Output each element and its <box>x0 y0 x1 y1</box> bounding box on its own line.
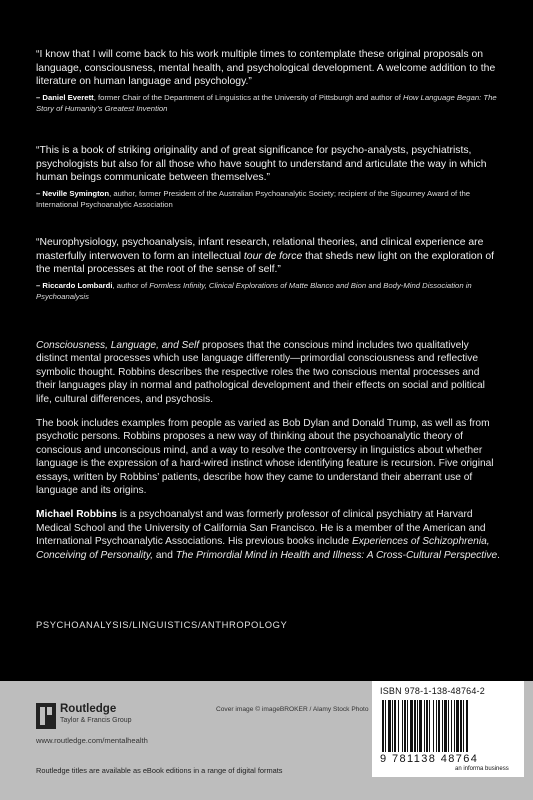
barcode-bar <box>460 700 462 752</box>
description-paragraph-1 <box>36 339 502 406</box>
barcode-bar <box>398 700 399 752</box>
book-description <box>36 339 502 562</box>
endorsement-text-part: “Neurophysiology, psychoanalysis, infant research, relational theories, and clinical experience are masterfully interwoven to form an intellectual <box>36 237 484 262</box>
publisher-name: Routledge <box>60 703 117 715</box>
publisher-url[interactable]: www.routledge.com/mentalhealth <box>36 736 148 745</box>
ebook-note: Routledge titles are available as eBook editions in a range of digital formats <box>36 766 283 775</box>
endorsement-text <box>36 236 502 277</box>
endorsement-text-part: that sheds new light on the exploration of the mental processes at the root of the sense of self.” <box>36 250 495 276</box>
isbn-text: ISBN 978-1-138-48764-2 <box>380 686 485 696</box>
barcode-bar <box>448 700 449 752</box>
endorser-name: – Riccardo Lombardi <box>36 280 113 290</box>
endorsement-attribution <box>36 92 502 114</box>
barcode-bar <box>429 700 430 752</box>
barcode-bar <box>442 700 443 752</box>
barcode-icon <box>380 700 510 752</box>
endorser-work: How Language Began: The Story of Humanity’s Greatest Invention <box>36 92 497 113</box>
endorsement-attribution <box>36 188 502 210</box>
endorser-role: and <box>366 280 384 290</box>
publisher-group: Taylor & Francis Group <box>60 717 132 724</box>
barcode-bar <box>392 700 393 752</box>
barcode-digits: 9 781138 48764 <box>380 753 479 765</box>
description-text: proposes that the conscious mind includes two qualitatively distinct mental processes which use language differently—primordial consciousness and reflective symbolic thought. Robbins describes the respective roles the two conscious mental processes and their languages play in normal and pathological development and their effects on social and political life, cultural differences, and psychosis. <box>36 340 485 405</box>
endorsement-everett <box>36 48 502 114</box>
author-bio <box>36 508 502 562</box>
barcode-bar <box>436 700 437 752</box>
barcode-bar <box>466 700 468 752</box>
barcode-bar <box>433 700 434 752</box>
endorsement-attribution <box>36 280 502 302</box>
bio-text: and <box>153 549 176 561</box>
barcode-bar <box>426 700 428 752</box>
endorsement-text: “I know that I will come back to his work multiple times to contemplate these original proposals on language, consciousness, mental health, and psychological development. A welcome addition to the literature on human language and psychology.” <box>36 49 496 88</box>
previous-book: The Primordial Mind in Health and Illness: A Cross-Cultural Perspective <box>175 549 498 561</box>
endorsement-symington <box>36 144 502 210</box>
barcode-bar <box>424 700 425 752</box>
endorsement-text: “This is a book of striking originality and of great significance for psycho-analysts, psychiatrists, psychologists but also for all those who have sought to understand and articulate the way in which human beings communicate between themselves.” <box>36 145 487 184</box>
bio-text: is a psychoanalyst and was formerly professor of clinical psychiatry at Harvard Medical School and the University of California San Francisco. He is a member of the American and International Psychoanalytic Associations. His previous books include <box>36 509 486 548</box>
barcode-bar <box>444 700 447 752</box>
previous-books: Experiences of Schizophrenia, Conceiving of Personality, <box>36 536 490 561</box>
bio-text: . <box>497 549 500 561</box>
endorsement-text-emphasis: tour de force <box>243 250 303 262</box>
barcode-bar <box>419 700 422 752</box>
description-paragraph-2: The book includes examples from people as varied as Bob Dylan and Donald Trump, as well as from psychotic persons. Robbins proposes a new way of thinking about the psychoanalytic theory of conscious and unconscious mind, and a way to resolve the controversy in linguistics about whether language is the expression of a hard-wired instinct whose identifying feature is recursion. Five original essays, written by Robbins’ patients, describe how they came to understand their aberrant use of language and its origins. <box>36 418 494 497</box>
endorser-role: , former Chair of the Department of Linguistics at the University of Pittsburgh and author of <box>93 92 404 102</box>
barcode-bar <box>454 700 455 752</box>
endorser-name: – Neville Symington <box>36 188 110 198</box>
barcode-bar <box>385 700 386 752</box>
endorsement-lombardi <box>36 236 502 302</box>
endorser-work: Formless Infinity, Clinical Explorations of Matte Blanco and Bion <box>149 280 367 290</box>
barcode-bar <box>388 700 391 752</box>
barcode-bar <box>404 700 406 752</box>
endorser-role: , author of <box>112 280 150 290</box>
cover-image-credit: Cover image © imageBROKER / Alamy Stock Photo <box>216 706 369 713</box>
barcode-bar <box>417 700 418 752</box>
endorser-role: , author, former President of the Australian Psychoanalytic Society; recipient of the Sigourney Award of the International Psychoanalytic Association <box>36 188 471 209</box>
barcode-bar <box>402 700 403 752</box>
barcode-bar <box>382 700 384 752</box>
endorser-name: – Daniel Everett <box>36 92 94 102</box>
barcode-bar <box>414 700 416 752</box>
subject-categories: PSYCHOANALYSIS/LINGUISTICS/ANTHROPOLOGY <box>36 619 288 630</box>
barcode-bar <box>463 700 464 752</box>
routledge-logo-icon <box>36 703 56 729</box>
barcode-bar <box>438 700 440 752</box>
book-title-italic: Consciousness, Language, and Self <box>36 340 200 351</box>
barcode-bar <box>456 700 459 752</box>
author-name: Michael Robbins <box>36 509 117 521</box>
barcode-bar <box>407 700 408 752</box>
endorser-work: Body-Mind Dissociation in Psychoanalysis <box>36 280 472 301</box>
barcode-bar <box>394 700 396 752</box>
barcode-bar <box>451 700 452 752</box>
informa-tagline: an informa business <box>455 766 509 772</box>
barcode-bar <box>410 700 413 752</box>
